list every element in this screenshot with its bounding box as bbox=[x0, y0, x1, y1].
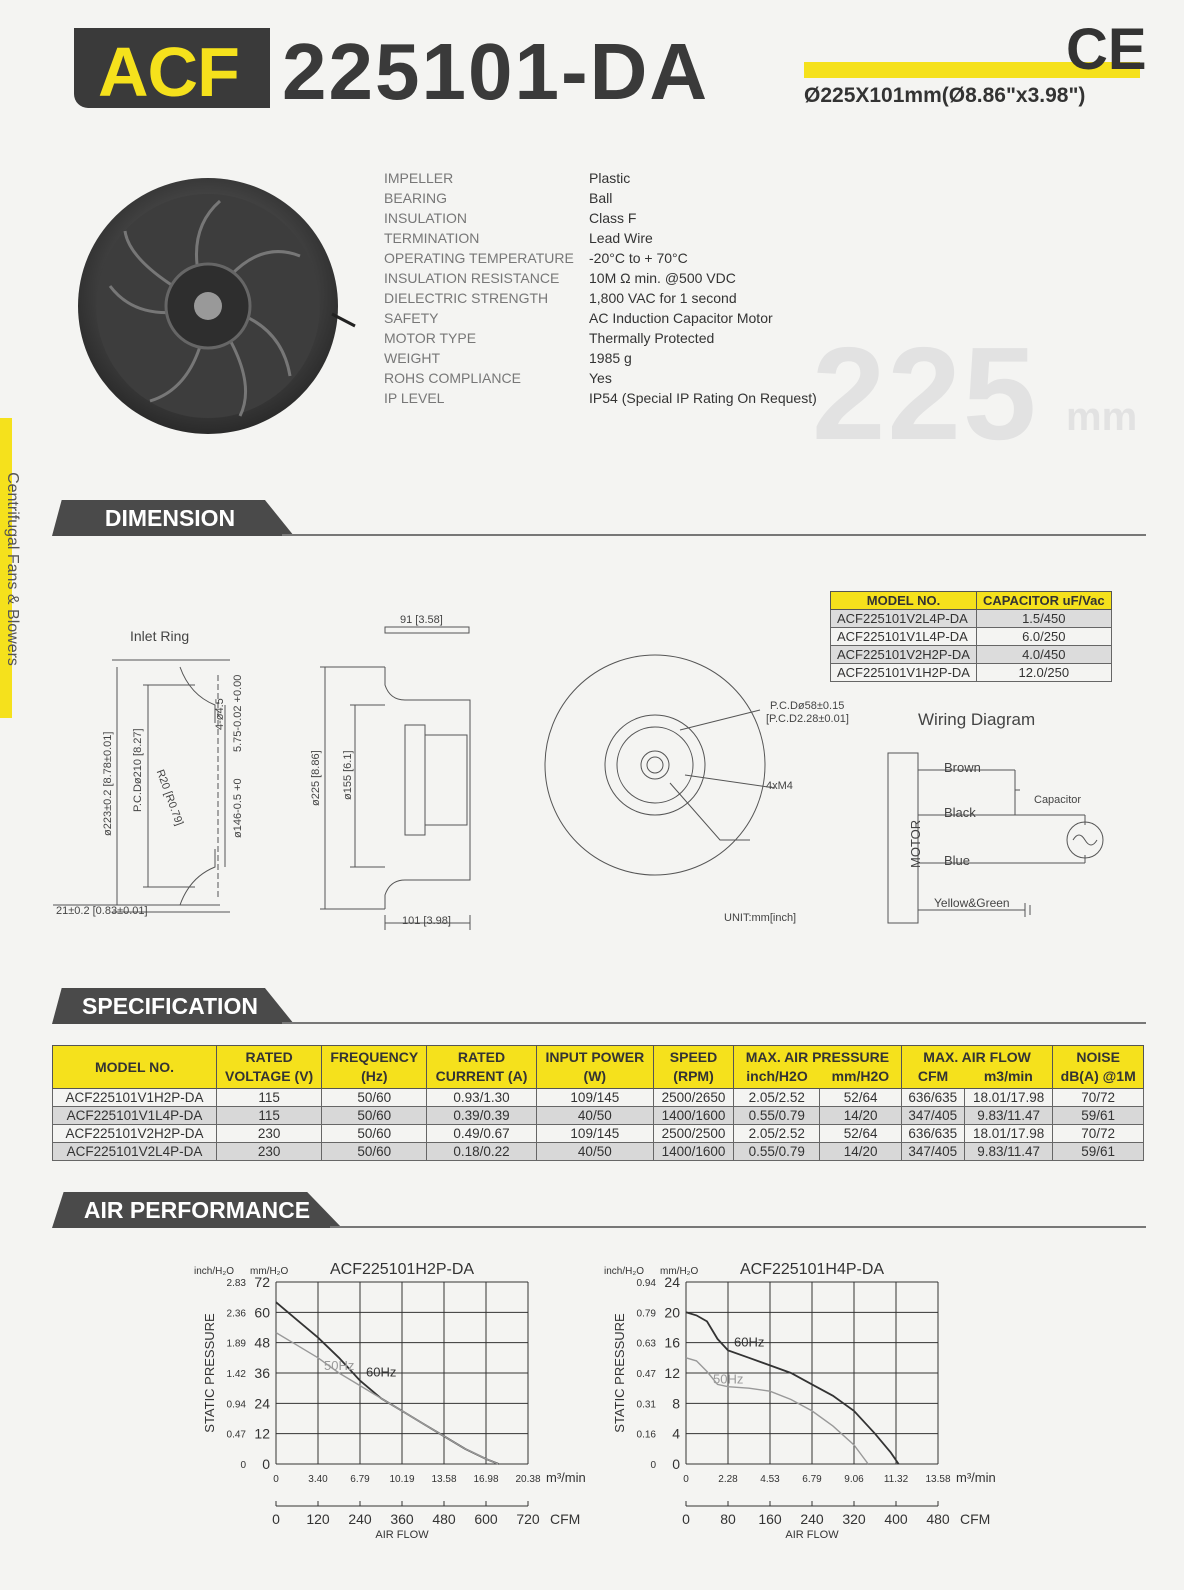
brand-text: ACF bbox=[98, 33, 239, 111]
y-tick-inch: 2.36 bbox=[226, 1308, 246, 1320]
table-row: ACF225101V2L4P-DA 1.5/450 bbox=[831, 610, 1112, 628]
property-row: ROHS COMPLIANCE Yes bbox=[384, 370, 612, 386]
y-tick-inch: 0 bbox=[650, 1460, 656, 1471]
x-tick-cfm: 160 bbox=[758, 1511, 782, 1527]
series-label: 60Hz bbox=[366, 1364, 397, 1380]
column-header: RATED CURRENT (A) bbox=[427, 1046, 536, 1089]
y-tick-inch: 1.89 bbox=[226, 1338, 246, 1350]
y-unit-left: inch/H₂O bbox=[194, 1266, 235, 1277]
x-tick-cfm: 600 bbox=[474, 1511, 498, 1527]
x-unit-top: m³/min bbox=[956, 1470, 996, 1485]
dim-d223: ø223±0.2 [8.78±0.01] bbox=[102, 731, 114, 836]
y-unit-right: mm/H₂O bbox=[250, 1266, 289, 1277]
y-tick-mm: 4 bbox=[672, 1425, 680, 1442]
side-tab-label: Centrifugal Fans & Blowers bbox=[4, 472, 21, 666]
x-tick-cfm: 0 bbox=[272, 1511, 280, 1527]
x-tick-m3: 9.06 bbox=[844, 1474, 864, 1485]
x-tick-cfm: 360 bbox=[390, 1511, 414, 1527]
property-row: INSULATION RESISTANCE 10M Ω min. @500 VDC bbox=[384, 270, 736, 286]
table-row: ACF225101V1H2P-DA 115 50/60 0.93/1.30 109/145 2500/2650 2.05/2.52 52/64 636/635 18.01/17.98 70/72 bbox=[53, 1089, 1144, 1107]
y-tick-mm: 72 bbox=[254, 1274, 270, 1290]
column-header: FREQUENCY (Hz) bbox=[322, 1046, 427, 1089]
x-tick-m3: 3.40 bbox=[308, 1474, 328, 1485]
series-label: 50Hz bbox=[324, 1357, 355, 1373]
y-tick-mm: 16 bbox=[664, 1334, 680, 1351]
dim-d21: 21±0.2 [0.83±0.01] bbox=[56, 905, 148, 917]
dim-575: 5.75-0.02 +0.00 bbox=[232, 674, 244, 752]
x-tick-cfm: 320 bbox=[842, 1511, 866, 1527]
dim-w91: 91 [3.58] bbox=[400, 614, 443, 626]
x-tick-cfm: 720 bbox=[516, 1511, 540, 1527]
x-tick-m3: 6.79 bbox=[802, 1474, 822, 1485]
x-tick-m3: 20.38 bbox=[515, 1474, 541, 1485]
y-tick-inch: 1.42 bbox=[226, 1369, 246, 1380]
y-tick-mm: 12 bbox=[664, 1365, 680, 1381]
series-line-60Hz bbox=[276, 1302, 499, 1464]
column-header: MAX. AIR PRESSURE bbox=[734, 1046, 902, 1068]
x-tick-cfm: 400 bbox=[884, 1511, 908, 1527]
y-tick-mm: 24 bbox=[254, 1395, 270, 1412]
section-specification bbox=[52, 988, 1146, 1024]
x-tick-m3: 0 bbox=[273, 1474, 279, 1485]
y-axis-label: STATIC PRESSURE bbox=[612, 1313, 627, 1433]
y-tick-inch: 0 bbox=[240, 1460, 246, 1471]
specification-table bbox=[52, 1045, 1144, 1161]
y-tick-inch: 0.31 bbox=[636, 1399, 656, 1411]
y-tick-mm: 0 bbox=[262, 1456, 270, 1472]
property-row: SAFETY AC Induction Capacitor Motor bbox=[384, 310, 773, 326]
property-row: IMPELLER Plastic bbox=[384, 170, 631, 186]
motor-label: MOTOR bbox=[908, 819, 923, 868]
y-tick-mm: 0 bbox=[672, 1456, 680, 1472]
x-tick-m3: 13.58 bbox=[431, 1474, 457, 1485]
section-title: SPECIFICATION bbox=[82, 993, 258, 1019]
table-row: ACF225101V1H2P-DA 12.0/250 bbox=[831, 664, 1112, 682]
table-row: ACF225101V1L4P-DA 6.0/250 bbox=[831, 628, 1112, 646]
table-row: ACF225101V1L4P-DA 115 50/60 0.39/0.39 40/50 1400/1600 0.55/0.79 14/20 347/405 9.83/11.47 59/61 bbox=[53, 1107, 1144, 1125]
y-tick-mm: 20 bbox=[664, 1304, 680, 1321]
y-unit-left: inch/H₂O bbox=[604, 1266, 645, 1277]
x-unit-bottom: CFM bbox=[960, 1511, 991, 1527]
series-label: 50Hz bbox=[713, 1371, 744, 1387]
x-tick-cfm: 240 bbox=[800, 1511, 824, 1527]
y-tick-mm: 48 bbox=[254, 1334, 270, 1351]
table-row: ACF225101V2L4P-DA 230 50/60 0.18/0.22 40/50 1400/1600 0.55/0.79 14/20 347/405 9.83/11.47 59/61 bbox=[53, 1143, 1144, 1161]
wiring-diagram-title: Wiring Diagram bbox=[918, 710, 1036, 729]
section-air-performance bbox=[52, 1192, 1146, 1228]
column-header: RATED VOLTAGE (V) bbox=[216, 1046, 321, 1089]
dim-r20: R20 [R0.79] bbox=[153, 768, 186, 828]
dim-pcd228: [P.C.D2.28±0.01] bbox=[766, 713, 849, 725]
x-tick-m3: 11.32 bbox=[883, 1474, 909, 1485]
wire-yellow-green: Yellow&Green bbox=[934, 896, 1010, 910]
ce-mark-icon: CE bbox=[1066, 17, 1147, 82]
unit-label: UNIT:mm[inch] bbox=[724, 912, 797, 924]
property-row: TERMINATION Lead Wire bbox=[384, 230, 653, 246]
overall-dimension: Ø225X101mm(Ø8.86"x3.98") bbox=[804, 84, 1086, 107]
table-row: ACF225101V2H2P-DA 230 50/60 0.49/0.67 109/145 2500/2500 2.05/2.52 52/64 636/635 18.01/17.98 70/72 bbox=[53, 1125, 1144, 1143]
inlet-ring-label: Inlet Ring bbox=[130, 628, 190, 644]
y-tick-mm: 24 bbox=[664, 1274, 680, 1290]
dim-pcd58: P.C.Dø58±0.15 bbox=[770, 700, 845, 712]
capacitor-label: Capacitor bbox=[1034, 794, 1082, 806]
y-tick-inch: 0.47 bbox=[636, 1369, 656, 1380]
air-performance-chart-h4p bbox=[600, 1262, 1040, 1562]
x-tick-m3: 0 bbox=[683, 1474, 689, 1485]
property-row: IP LEVEL IP54 (Special IP Rating On Request) bbox=[384, 390, 817, 406]
dim-4-holes: 4-ø4.5 bbox=[214, 698, 226, 730]
x-tick-m3: 4.53 bbox=[760, 1474, 780, 1485]
section-title: DIMENSION bbox=[104, 505, 236, 531]
property-row: OPERATING TEMPERATURE -20°C to + 70°C bbox=[384, 250, 688, 266]
y-tick-mm: 60 bbox=[254, 1304, 270, 1321]
y-tick-inch: 0.79 bbox=[636, 1308, 656, 1320]
y-tick-mm: 36 bbox=[254, 1365, 270, 1381]
x-tick-cfm: 0 bbox=[682, 1511, 690, 1527]
dim-w101: 101 [3.98] bbox=[402, 915, 451, 927]
series-line-60Hz bbox=[686, 1312, 899, 1464]
y-tick-inch: 0.47 bbox=[226, 1429, 246, 1441]
dimension-drawing bbox=[40, 605, 1140, 945]
x-axis-label: AIR FLOW bbox=[375, 1529, 429, 1541]
column-header: MODEL NO. bbox=[831, 592, 977, 610]
chart-title: ACF225101H2P-DA bbox=[330, 1262, 475, 1278]
column-header: SPEED (RPM) bbox=[653, 1046, 733, 1089]
x-tick-m3: 2.28 bbox=[718, 1474, 738, 1485]
section-dimension bbox=[52, 500, 1146, 536]
column-header: NOISE dB(A) @1M bbox=[1053, 1046, 1144, 1089]
size-watermark-unit: mm bbox=[1066, 395, 1138, 439]
x-tick-cfm: 480 bbox=[926, 1511, 950, 1527]
series-label: 60Hz bbox=[734, 1334, 765, 1350]
series-line-50Hz bbox=[276, 1333, 498, 1464]
y-tick-inch: 0.16 bbox=[636, 1429, 656, 1441]
air-performance-chart-h2p bbox=[190, 1262, 630, 1562]
table-header-row: inch/H2O mm/H2O CFM m3/min bbox=[53, 1067, 1144, 1089]
fan-product-image bbox=[70, 176, 360, 446]
column-header: MODEL NO. bbox=[53, 1046, 217, 1089]
x-tick-m3: 10.19 bbox=[389, 1474, 415, 1485]
dim-d225: ø225 [8.86] bbox=[310, 750, 322, 806]
wire-black: Black bbox=[944, 805, 976, 820]
wire-brown: Brown bbox=[944, 760, 981, 775]
column-header: INPUT POWER (W) bbox=[536, 1046, 653, 1089]
y-tick-inch: 2.83 bbox=[226, 1278, 246, 1289]
x-tick-m3: 13.58 bbox=[925, 1474, 951, 1485]
property-row: DIELECTRIC STRENGTH 1,800 VAC for 1 second bbox=[384, 290, 737, 306]
property-row: WEIGHT 1985 g bbox=[384, 350, 632, 366]
property-row: INSULATION Class F bbox=[384, 210, 637, 226]
dim-d155: ø155 [6.1] bbox=[342, 750, 354, 800]
wire-blue: Blue bbox=[944, 853, 971, 868]
dim-pcd210: P.C.Dø210 [8.27] bbox=[132, 728, 144, 812]
x-unit-bottom: CFM bbox=[550, 1511, 581, 1527]
property-row: MOTOR TYPE Thermally Protected bbox=[384, 330, 715, 346]
section-title: AIR PERFORMANCE bbox=[83, 1197, 311, 1223]
x-tick-m3: 6.79 bbox=[350, 1474, 370, 1485]
x-tick-m3: 16.98 bbox=[473, 1474, 499, 1485]
model-title: 225101-DA bbox=[282, 27, 710, 116]
x-tick-cfm: 80 bbox=[720, 1511, 736, 1527]
x-tick-cfm: 480 bbox=[432, 1511, 456, 1527]
x-tick-cfm: 120 bbox=[306, 1511, 330, 1527]
y-tick-mm: 12 bbox=[254, 1425, 270, 1442]
dim-d146: ø146-0.5 +0 bbox=[232, 778, 244, 838]
y-tick-inch: 0.94 bbox=[226, 1399, 246, 1411]
size-watermark: 225 bbox=[812, 320, 1039, 467]
y-unit-right: mm/H₂O bbox=[660, 1266, 699, 1277]
x-tick-cfm: 240 bbox=[348, 1511, 372, 1527]
table-header-row bbox=[53, 1046, 1144, 1068]
brand-badge bbox=[74, 28, 270, 111]
y-tick-mm: 8 bbox=[672, 1395, 680, 1412]
column-header: MAX. AIR FLOW bbox=[901, 1046, 1053, 1068]
y-axis-label: STATIC PRESSURE bbox=[202, 1313, 217, 1433]
chart-title: ACF225101H4P-DA bbox=[740, 1262, 885, 1278]
table-row: ACF225101V2H2P-DA 4.0/450 bbox=[831, 646, 1112, 664]
dim-m4: 4xM4 bbox=[766, 780, 793, 792]
x-axis-label: AIR FLOW bbox=[785, 1529, 839, 1541]
y-tick-inch: 0.63 bbox=[636, 1338, 656, 1350]
y-tick-inch: 0.94 bbox=[636, 1278, 656, 1289]
property-row: BEARING Ball bbox=[384, 190, 613, 206]
column-header: CAPACITOR uF/Vac bbox=[976, 592, 1111, 610]
x-unit-top: m³/min bbox=[546, 1470, 586, 1485]
